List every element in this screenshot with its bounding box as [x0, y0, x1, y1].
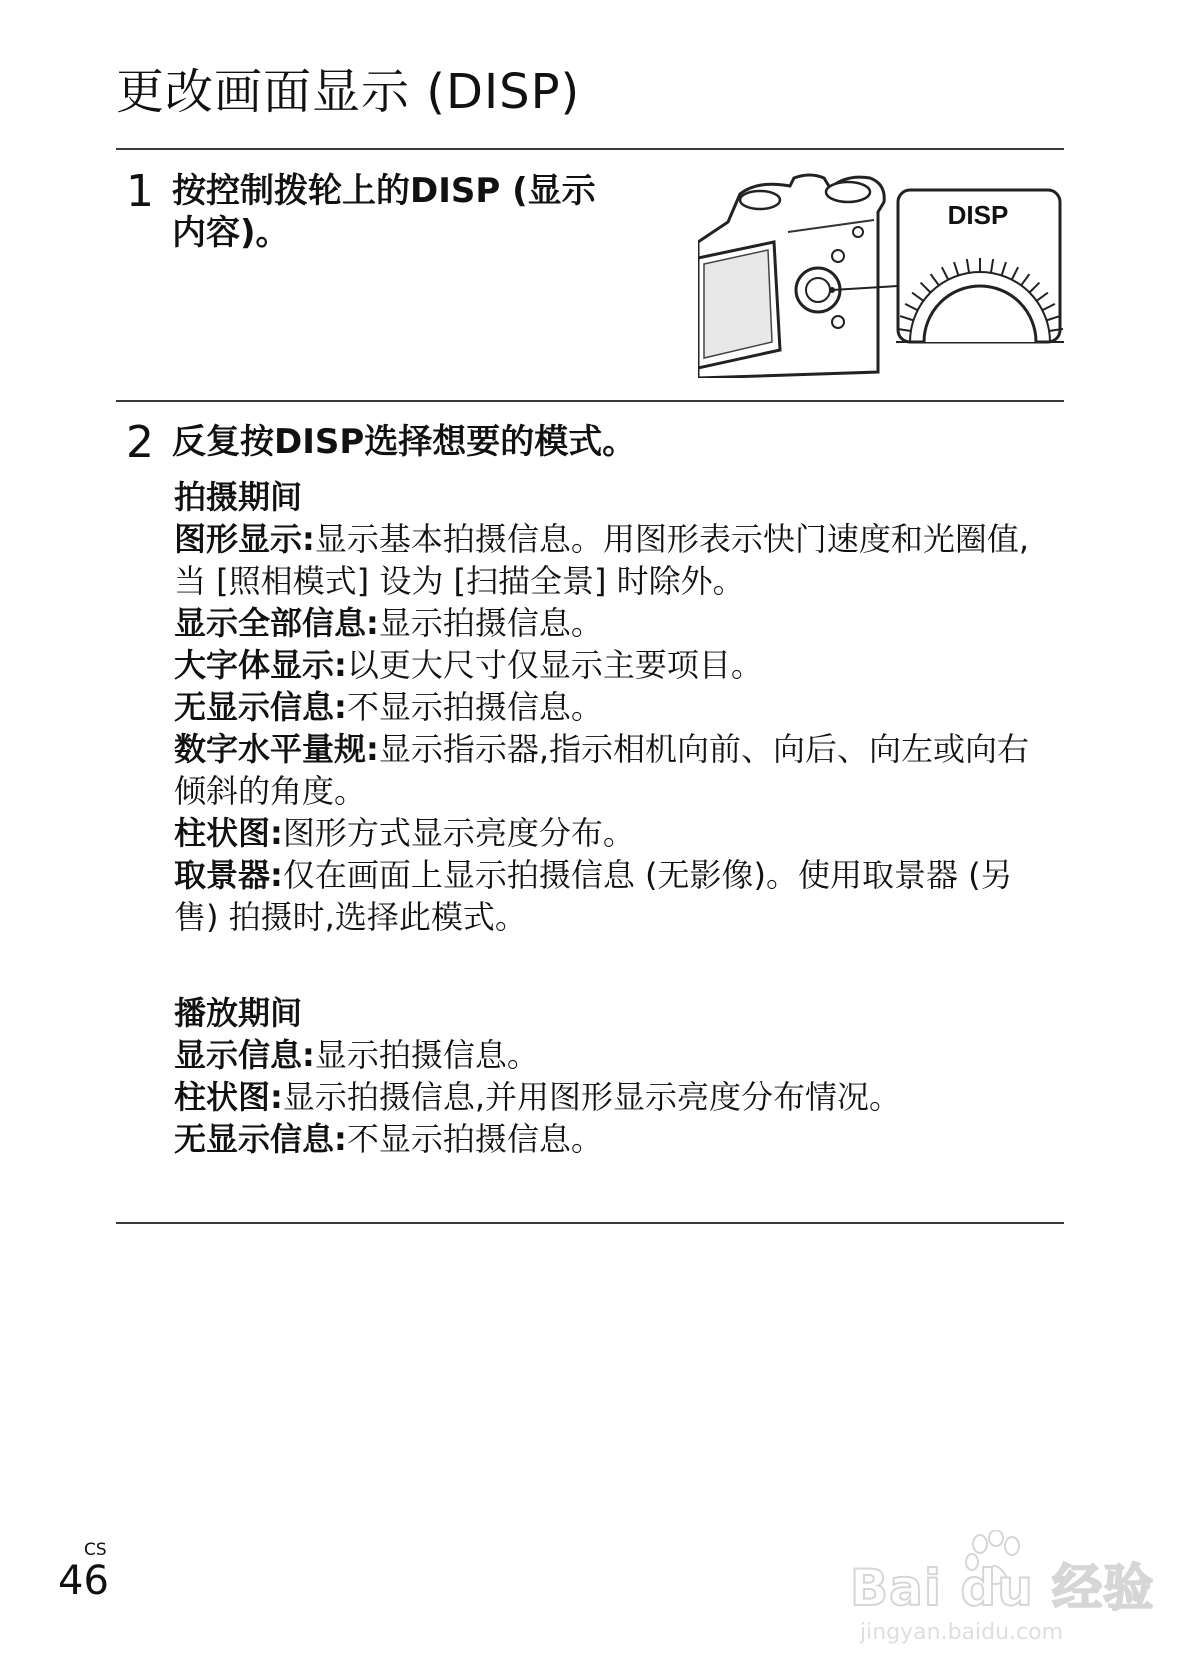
divider-middle: [116, 400, 1064, 402]
entry-term: 显示信息:: [174, 1036, 315, 1074]
entry-term: 数字水平量规:: [174, 730, 379, 768]
step-1-text: 按控制拨轮上的DISP (显示内容)。: [172, 171, 596, 253]
entry-description: 显示指示器,指示相机向前、向后、向左或向右倾斜的角度。: [174, 730, 1029, 810]
entry-term: 无显示信息:: [174, 688, 347, 726]
entry-description: 显示拍摄信息。: [378, 604, 603, 642]
entry-item: [174, 812, 1054, 854]
page-number: 46: [58, 1558, 109, 1604]
step-2-heading: 反复按DISP选择想要的模式。: [172, 422, 637, 462]
entry-term: 显示全部信息:: [174, 604, 379, 642]
entry-term: 柱状图:: [174, 1078, 283, 1116]
entry-item: [174, 686, 1054, 728]
watermark-brand: Bai du 经验: [850, 1559, 1155, 1617]
entry-term: 大字体显示:: [174, 646, 347, 684]
entry-description: 以更大尺寸仅显示主要项目。: [346, 646, 763, 684]
playback-entry-list: [174, 1034, 1054, 1160]
entry-description: 显示拍摄信息。: [314, 1036, 539, 1074]
entry-description: 不显示拍摄信息。: [346, 1120, 603, 1158]
step-1-number: 1: [126, 166, 154, 217]
entry-item: [174, 602, 1054, 644]
shooting-title: 拍摄期间: [174, 478, 303, 516]
playback-section: [174, 992, 1054, 1160]
entry-description: 显示基本拍摄信息。用图形表示快门速度和光圈值,当 [照相模式] 设为 [扫描全景] 时除外。: [174, 520, 1029, 600]
entry-item: [174, 518, 1054, 602]
divider-top: [116, 148, 1064, 150]
disp-label: DISP: [947, 200, 1009, 230]
entry-description: 不显示拍摄信息。: [346, 688, 603, 726]
baidu-watermark: [850, 1530, 1155, 1650]
shooting-entry-list: [174, 518, 1054, 938]
divider-bottom: [116, 1222, 1064, 1224]
step-2-number: 2: [126, 417, 154, 468]
entry-term: 柱状图:: [174, 814, 283, 852]
entry-description: 图形方式显示亮度分布。: [282, 814, 635, 852]
entry-item: [174, 728, 1054, 812]
shooting-section: [174, 476, 1054, 938]
entry-item: [174, 1076, 1054, 1118]
language-code: CS: [84, 1540, 107, 1560]
playback-title: 播放期间: [174, 994, 303, 1032]
entry-item: [174, 644, 1054, 686]
camera-control-wheel-icon: [698, 172, 1064, 378]
entry-description: 显示拍摄信息,并用图形显示亮度分布情况。: [282, 1078, 901, 1116]
entry-term: 图形显示:: [174, 520, 315, 558]
entry-description: 仅在画面上显示拍摄信息 (无影像)。使用取景器 (另售) 拍摄时,选择此模式。: [174, 856, 1013, 936]
entry-item: [174, 854, 1054, 938]
page-title: 更改画面显示 (DISP): [116, 64, 581, 120]
entry-term: 取景器:: [174, 856, 283, 894]
entry-term: 无显示信息:: [174, 1120, 347, 1158]
entry-item: [174, 1034, 1054, 1076]
entry-item: [174, 1118, 1054, 1160]
watermark-url: jingyan.baidu.com: [860, 1620, 1064, 1645]
